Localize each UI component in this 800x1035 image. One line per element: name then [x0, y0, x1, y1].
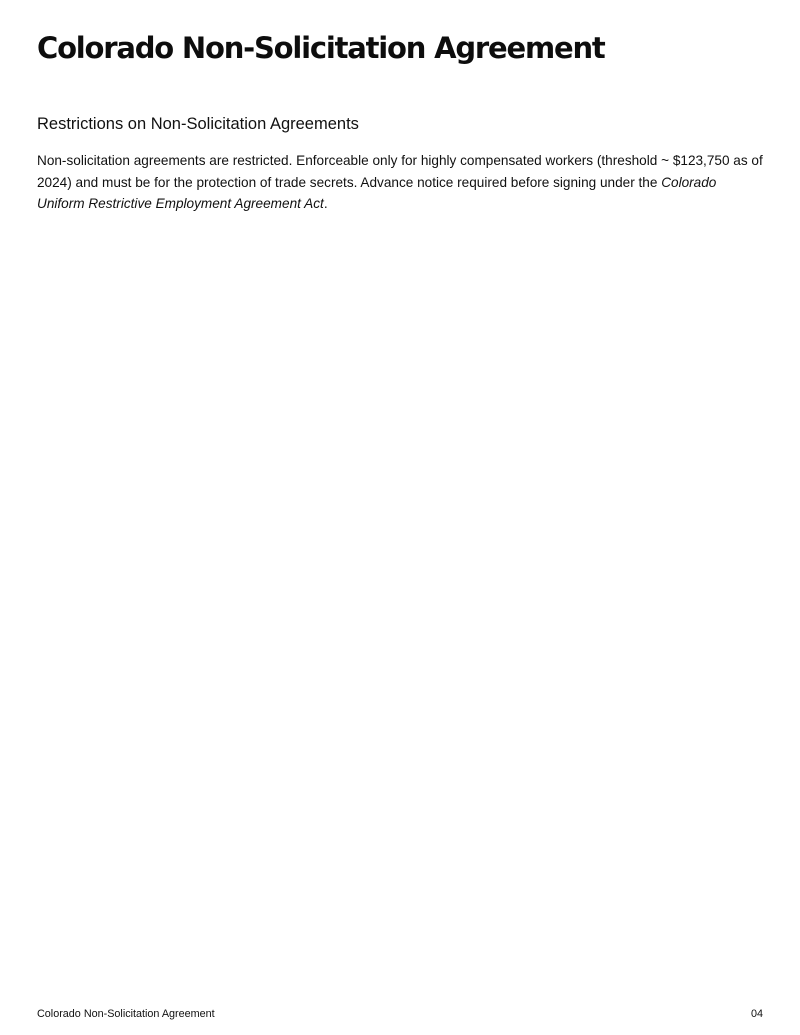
page-title: Colorado Non-Solicitation Agreement	[37, 31, 605, 65]
act-name: Colorado Uniform Restrictive Employment Agreement Act	[37, 174, 717, 211]
paragraph-text: Non-solicitation agreements are restricted. Enforceable only for highly compensated workers (threshold ~ $123,750 as of 2024) and must be for the protection of trade secrets. Advance notice required before signing under the	[37, 153, 763, 190]
section-heading: Restrictions on Non-Solicitation Agreements	[37, 115, 359, 133]
footer-document-name: Colorado Non-Solicitation Agreement	[37, 1008, 215, 1020]
section-paragraph	[37, 150, 763, 215]
footer-page-number: 04	[750, 1008, 763, 1020]
paragraph-end: .	[323, 196, 328, 211]
